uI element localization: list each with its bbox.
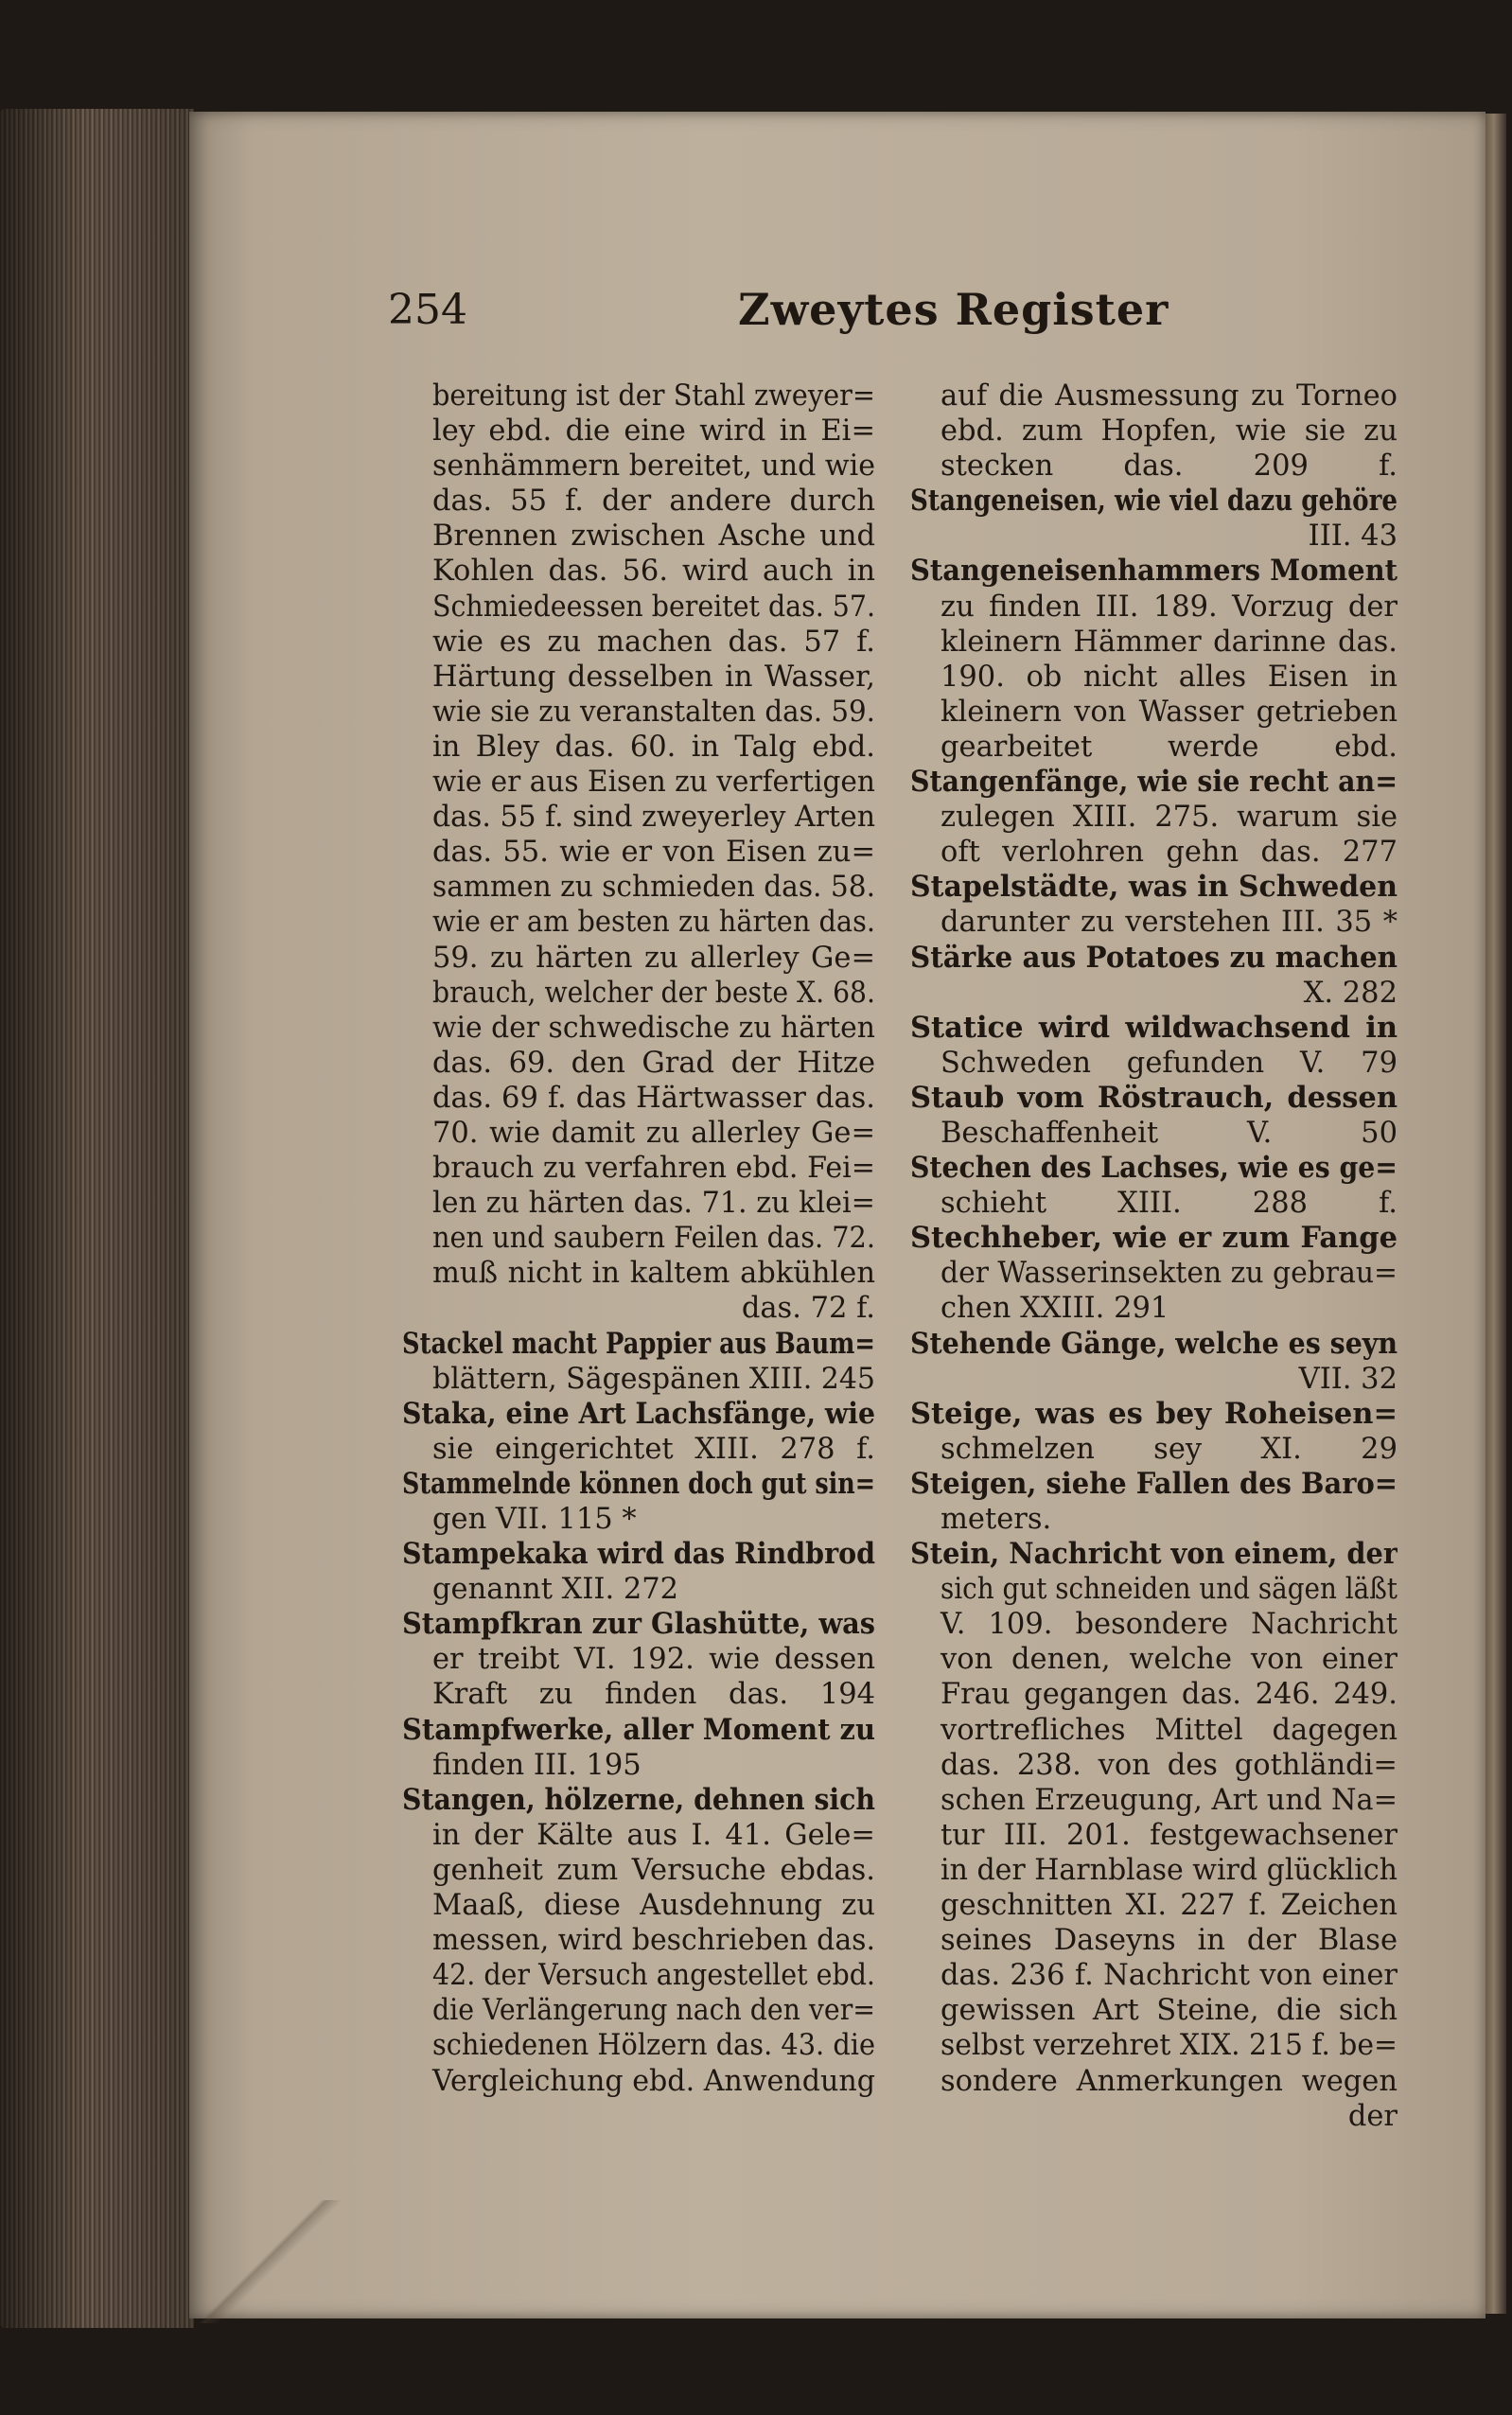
index-line: seines Daseyns in der Blase xyxy=(941,1924,1398,1958)
index-line: kleinern Hämmer darinne das. xyxy=(941,625,1398,659)
index-line: wie er am besten zu härten das. xyxy=(432,906,875,940)
index-line: zulegen XIII. 275. warum sie xyxy=(941,801,1398,835)
index-line: V. 109. besondere Nachricht xyxy=(941,1608,1398,1642)
index-line: Stärke aus Potatoes zu machen xyxy=(910,940,1398,975)
index-line: das. 69. den Grad der Hitze xyxy=(432,1046,875,1080)
index-line: Kraft zu finden das. 194 xyxy=(432,1678,875,1712)
index-line: meters. xyxy=(941,1503,1052,1536)
index-line: Stangeneisenhammers Moment xyxy=(910,554,1398,589)
index-line: Frau gegangen das. 246. 249. xyxy=(941,1678,1398,1712)
index-line: wie es zu machen das. 57 f. xyxy=(432,625,875,659)
page-header xyxy=(388,284,1169,350)
index-line: Schmiedeessen bereitet das. 57. xyxy=(432,590,875,624)
index-line: die Verlängerung nach den ver= xyxy=(432,1994,875,2028)
index-line: Staub vom Röstrauch, dessen xyxy=(910,1080,1398,1115)
index-line: blättern, Sägespänen XIII. 245 xyxy=(432,1362,875,1396)
index-line: bereitung ist der Stahl zweyer= xyxy=(432,379,875,413)
index-line: 70. wie damit zu allerley Ge= xyxy=(432,1116,875,1150)
index-line: das. 69 f. das Härtwasser das. xyxy=(432,1081,875,1115)
index-line: vortrefliches Mittel dagegen xyxy=(941,1713,1398,1747)
index-line: Statice wird wildwachsend in xyxy=(910,1010,1398,1045)
index-line: in der Harnblase wird glücklich xyxy=(941,1853,1398,1887)
facing-page-edge xyxy=(1486,114,1506,2314)
index-line: Vergleichung ebd. Anwendung xyxy=(432,2064,875,2098)
index-line: chen XXIII. 291 xyxy=(941,1292,1169,1326)
index-line: Schweden gefunden V. 79 xyxy=(941,1046,1398,1080)
index-line: das. 55 f. sind zweyerley Arten xyxy=(432,801,875,835)
index-line: brauch zu verfahren ebd. Fei= xyxy=(432,1152,875,1186)
index-line: Stechheber, wie er zum Fange xyxy=(910,1221,1398,1256)
index-line: finden III. 195 xyxy=(432,1748,642,1782)
index-line: Stangenfänge, wie sie recht an= xyxy=(910,765,1398,800)
index-line: schen Erzeugung, Art und Na= xyxy=(941,1783,1398,1817)
index-line: in der Kälte aus I. 41. Gele= xyxy=(432,1818,875,1852)
index-line: Stehende Gänge, welche es seyn xyxy=(910,1326,1398,1361)
index-line: Stackel macht Pappier aus Baum= xyxy=(402,1326,875,1361)
index-line: gewissen Art Steine, die sich xyxy=(941,1994,1398,2028)
index-line: sich gut schneiden und sägen läßt xyxy=(941,1573,1398,1607)
index-line: wie sie zu veranstalten das. 59. xyxy=(432,695,875,729)
index-line: in Bley das. 60. in Talg ebd. xyxy=(432,730,875,764)
index-line: sammen zu schmieden das. 58. xyxy=(432,871,875,905)
index-line: nen und saubern Feilen das. 72. xyxy=(432,1222,875,1256)
index-line: das. 238. von des gothländi= xyxy=(941,1748,1398,1782)
index-line: Steigen, siehe Fallen des Baro= xyxy=(910,1466,1398,1501)
index-line: das. 236 f. Nachricht von einer xyxy=(941,1959,1398,1993)
index-line: Steige, was es bey Roheisen= xyxy=(910,1396,1398,1431)
index-line: Stechen des Lachses, wie es ge= xyxy=(910,1151,1398,1186)
index-line: er treibt VI. 192. wie dessen xyxy=(432,1643,875,1677)
index-line: genheit zum Versuche ebdas. xyxy=(432,1853,875,1887)
index-line: Stein, Nachricht von einem, der xyxy=(910,1537,1398,1572)
index-line: brauch, welcher der beste X. 68. xyxy=(432,976,875,1010)
index-line: wie er aus Eisen zu verfertigen xyxy=(432,766,875,800)
index-line: Stammelnde können doch gut sin= xyxy=(402,1466,875,1501)
index-line: 59. zu härten zu allerley Ge= xyxy=(432,941,875,975)
index-line: selbst verzehret XIX. 215 f. be= xyxy=(941,2029,1398,2063)
index-line: Stangeneisen, wie viel dazu gehöre xyxy=(910,484,1398,519)
running-head: Zweytes Register xyxy=(738,284,1169,335)
index-line: darunter zu verstehen III. 35 * xyxy=(941,906,1398,940)
index-line: senhämmern bereitet, und wie xyxy=(432,450,875,484)
index-line: genannt XII. 272 xyxy=(432,1573,679,1607)
index-line: ebd. zum Hopfen, wie sie zu xyxy=(941,414,1398,449)
index-line: Stampekaka wird das Rindbrod xyxy=(402,1537,875,1572)
index-line: Brennen zwischen Asche und xyxy=(432,520,875,554)
index-line: Stampfwerke, aller Moment zu xyxy=(402,1712,875,1747)
index-line: Beschaffenheit V. 50 xyxy=(941,1116,1398,1150)
index-line: gearbeitet werde ebd. xyxy=(941,730,1398,764)
index-line: sondere Anmerkungen wegen xyxy=(941,2064,1398,2098)
index-line: III. 43 xyxy=(1308,520,1398,554)
index-line: 190. ob nicht alles Eisen in xyxy=(941,660,1398,694)
index-line: 42. der Versuch angestellet ebd. xyxy=(432,1959,875,1993)
index-line: messen, wird beschrieben das. xyxy=(432,1924,875,1958)
index-line: das. 55 f. der andere durch xyxy=(432,485,875,519)
index-line: von denen, welche von einer xyxy=(941,1643,1398,1677)
index-line: Staka, eine Art Lachsfänge, wie xyxy=(402,1396,875,1431)
index-line: der Wasserinsekten zu gebrau= xyxy=(941,1257,1398,1291)
index-line: Maaß, diese Ausdehnung zu xyxy=(432,1889,875,1923)
index-line: tur III. 201. festgewachsener xyxy=(941,1818,1398,1852)
page-corner-fold xyxy=(189,2200,341,2323)
index-line: kleinern von Wasser getrieben xyxy=(941,695,1398,729)
index-line: zu finden III. 189. Vorzug der xyxy=(941,590,1398,624)
index-line: geschnitten XI. 227 f. Zeichen xyxy=(941,1889,1398,1923)
book-edge-shadow xyxy=(0,109,194,2328)
index-line: VII. 32 xyxy=(1298,1362,1398,1396)
index-line: das. 55. wie er von Eisen zu= xyxy=(432,836,875,870)
index-line: das. 72 f. xyxy=(741,1292,875,1326)
left-column xyxy=(402,379,875,2099)
index-line: len zu härten das. 71. zu klei= xyxy=(432,1187,875,1221)
index-line: auf die Ausmessung zu Torneo xyxy=(941,379,1398,413)
index-line: muß nicht in kaltem abkühlen xyxy=(432,1257,875,1291)
index-line: schmelzen sey XI. 29 xyxy=(941,1432,1398,1466)
index-line: schieht XIII. 288 f. xyxy=(941,1187,1398,1221)
index-line: Härtung desselben in Wasser, xyxy=(432,660,875,694)
index-line: Stapelstädte, was in Schweden xyxy=(910,870,1398,905)
index-line: wie der schwedische zu härten xyxy=(432,1011,875,1045)
index-line: gen VII. 115 * xyxy=(432,1503,637,1536)
index-line: Kohlen das. 56. wird auch in xyxy=(432,555,875,589)
index-line: schiedenen Hölzern das. 43. die xyxy=(432,2029,875,2063)
index-line: ley ebd. die eine wird in Ei= xyxy=(432,414,875,449)
index-line: sie eingerichtet XIII. 278 f. xyxy=(432,1432,875,1466)
index-line: Stampfkran zur Glashütte, was xyxy=(402,1607,875,1642)
index-line: der xyxy=(1347,2099,1398,2133)
right-column xyxy=(910,379,1398,2134)
index-line: Stangen, hölzerne, dehnen sich xyxy=(402,1782,875,1817)
page-number: 254 xyxy=(388,286,467,334)
index-line: stecken das. 209 f. xyxy=(941,450,1398,484)
index-line: oft verlohren gehn das. 277 xyxy=(941,836,1398,870)
index-line: X. 282 xyxy=(1303,976,1398,1010)
